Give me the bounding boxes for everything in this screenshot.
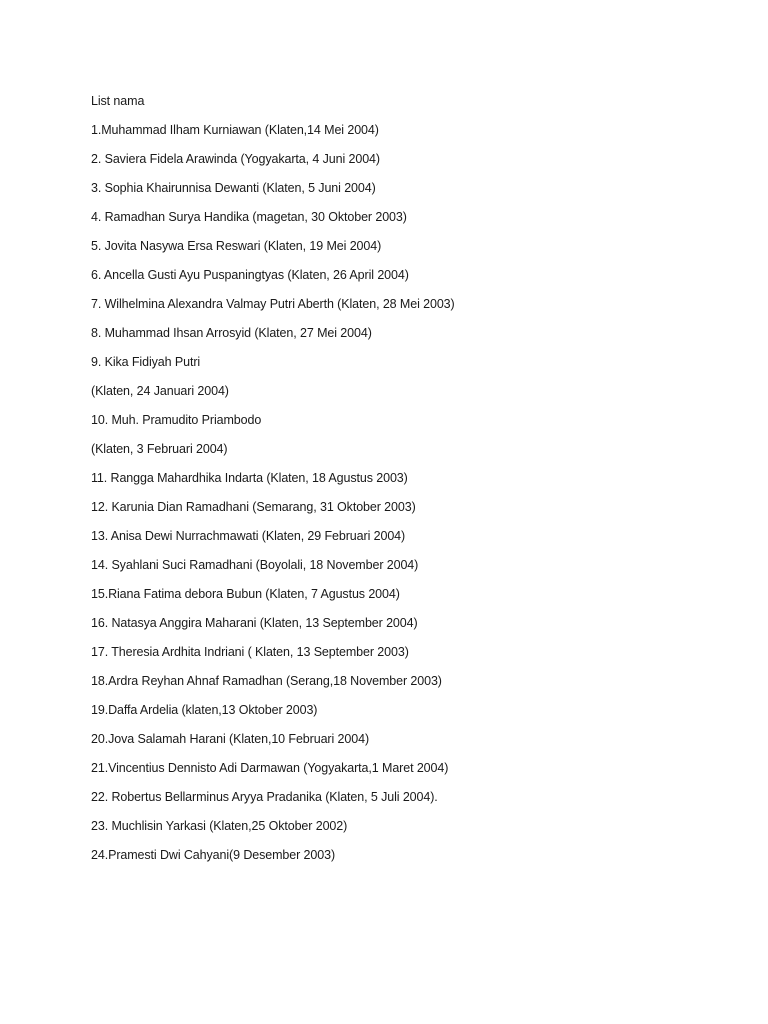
- list-item: 14. Syahlani Suci Ramadhani (Boyolali, 18 November 2004): [91, 558, 419, 572]
- list-item: 2. Saviera Fidela Arawinda (Yogyakarta, 4 Juni 2004): [91, 152, 380, 166]
- list-item: 11. Rangga Mahardhika Indarta (Klaten, 18 Agustus 2003): [91, 471, 408, 485]
- document-heading: List nama: [91, 94, 145, 108]
- list-item: 20.Jova Salamah Harani (Klaten,10 Februari 2004): [91, 732, 370, 746]
- list-item: 12. Karunia Dian Ramadhani (Semarang, 31 Oktober 2003): [91, 500, 416, 514]
- list-item: 16. Natasya Anggira Maharani (Klaten, 13 September 2004): [91, 616, 418, 630]
- list-item: (Klaten, 24 Januari 2004): [91, 384, 229, 398]
- list-item: 3. Sophia Khairunnisa Dewanti (Klaten, 5 Juni 2004): [91, 181, 376, 195]
- list-item: 5. Jovita Nasywa Ersa Reswari (Klaten, 19 Mei 2004): [91, 239, 382, 253]
- list-item: 8. Muhammad Ihsan Arrosyid (Klaten, 27 Mei 2004): [91, 326, 372, 340]
- list-item: (Klaten, 3 Februari 2004): [91, 442, 228, 456]
- list-item: 10. Muh. Pramudito Priambodo: [91, 413, 262, 427]
- list-item: 19.Daffa Ardelia (klaten,13 Oktober 2003): [91, 703, 318, 717]
- list-item: 17. Theresia Ardhita Indriani ( Klaten, 13 September 2003): [91, 645, 409, 659]
- list-item: 6. Ancella Gusti Ayu Puspaningtyas (Klaten, 26 April 2004): [91, 268, 409, 282]
- list-item: 9. Kika Fidiyah Putri: [91, 355, 201, 369]
- list-item: 7. Wilhelmina Alexandra Valmay Putri Aberth (Klaten, 28 Mei 2003): [91, 297, 455, 311]
- list-item: 24.Pramesti Dwi Cahyani(9 Desember 2003): [91, 848, 336, 862]
- list-item: 21.Vincentius Dennisto Adi Darmawan (Yogyakarta,1 Maret 2004): [91, 761, 449, 775]
- list-item: 1.Muhammad Ilham Kurniawan (Klaten,14 Mei 2004): [91, 123, 379, 137]
- name-list: [91, 93, 731, 876]
- list-item: 15.Riana Fatima debora Bubun (Klaten, 7 Agustus 2004): [91, 587, 400, 601]
- list-item: 4. Ramadhan Surya Handika (magetan, 30 Oktober 2003): [91, 210, 407, 224]
- list-item: 22. Robertus Bellarminus Aryya Pradanika (Klaten, 5 Juli 2004).: [91, 790, 438, 804]
- list-item: 18.Ardra Reyhan Ahnaf Ramadhan (Serang,18 November 2003): [91, 674, 442, 688]
- list-item: 13. Anisa Dewi Nurrachmawati (Klaten, 29 Februari 2004): [91, 529, 406, 543]
- list-item: 23. Muchlisin Yarkasi (Klaten,25 Oktober 2002): [91, 819, 348, 833]
